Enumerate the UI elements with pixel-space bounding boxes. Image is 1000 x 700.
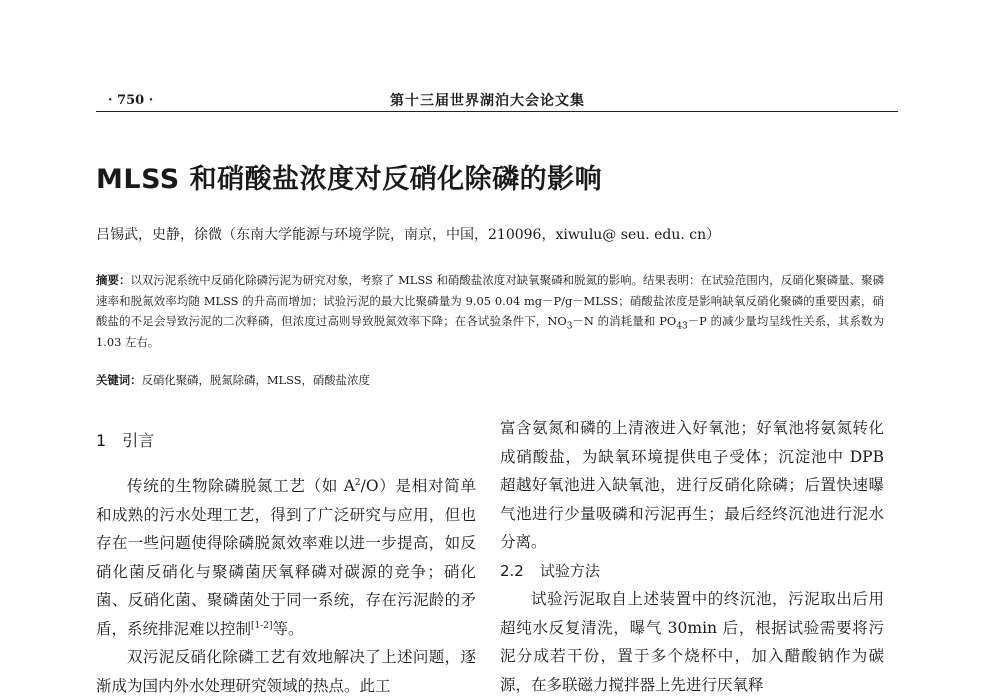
running-title: 第十三届世界湖泊大会论文集 — [390, 93, 585, 109]
intro-p1-sup-a: 2 — [354, 477, 361, 488]
keywords — [96, 372, 370, 388]
keywords-text: 反硝化聚磷，脱氮除磷，MLSS，硝酸盐浓度 — [141, 373, 370, 387]
section-1-heading — [96, 428, 154, 451]
intro-paragraph-1 — [96, 472, 476, 643]
abstract-text-3: －P 的减少量均呈线性关系，其系数为 1.03 左右。 — [96, 314, 884, 349]
abstract-no3-subscript: 3 — [566, 321, 573, 332]
subsection-2-2-number: 2.2 — [500, 561, 524, 580]
abstract — [96, 270, 884, 352]
left-column — [96, 472, 476, 700]
intro-p1-c: 等。 — [272, 619, 304, 638]
subsection-2-2-heading — [500, 557, 884, 586]
right-paragraph-continued: 富含氨氮和磷的上清液进入好氧池；好氧池将氨氮转化成硝酸盐，为缺氧环境提供电子受体；沉淀池中 DPB 超越好氧池进入缺氧池，进行反硝化除磷；后置快速曝气池进行少量吸磷和污泥再生；最后经终沉池进行泥水分离。 — [500, 419, 884, 551]
method-paragraph: 试验污泥取自上述装置中的终沉池，污泥取出后用超纯水反复清洗，曝气 30min 后，根据试验需要将污泥分成若干份，置于多个烧杯中，加入醋酸钠作为碳源，在多联磁力搅拌器上先进行厌氧释 — [500, 590, 884, 694]
keywords-label: 关键词： — [96, 373, 142, 387]
paper-title: MLSS 和硝酸盐浓度对反硝化除磷的影响 — [96, 164, 603, 195]
header-rule — [96, 111, 898, 112]
citation-1-2: [1-2] — [251, 620, 273, 631]
section-1-number: 1 — [96, 431, 107, 450]
paper-authors: 吕锡武，史静，徐微（东南大学能源与环境学院，南京，中国，210096，xiwulu@ seu. edu. cn） — [96, 227, 721, 243]
intro-p1-a: 传统的生物除磷脱氮工艺（如 A — [127, 477, 355, 495]
intro-p1-b: /O）是相对简单和成熟的污水处理工艺，得到了广泛研究与应用，但也存在一些问题使得除磷脱氮效率难以进一步提高，如反硝化菌反硝化与聚磷菌厌氧释磷对碳源的竞争；硝化菌、反硝化菌、聚磷菌处于同一系统，存在污泥龄的矛盾，系统排泥难以控制 — [96, 477, 476, 638]
abstract-label: 摘要： — [96, 273, 131, 287]
right-column — [500, 414, 884, 699]
page-number: · 750 · — [108, 93, 154, 108]
intro-paragraph-2: 双污泥反硝化除磷工艺有效地解决了上述问题，逐渐成为国内外水处理研究领域的热点。此工 — [96, 648, 476, 695]
abstract-po4-subscript: 43 — [676, 321, 688, 332]
abstract-text-1: 以双污泥系统中反硝化除磷污泥为研究对象，考察了 MLSS 和硝酸盐浓度对缺氧聚磷和脱氮的影响。结果表明：在试验范围内，反硝化聚磷量、聚磷速率和脱氮效率均随 MLSS 的升高而增加；试验污泥的最大比聚磷量为 9.05 0.04 mg－P/g－MLSS；硝酸盐浓度是影响缺氧反硝化聚磷的重要因素，硝酸盐的不足会导致污泥的二次释磷，但浓度过高则导致脱氮效率下降；在各试验条件下，NO — [96, 273, 884, 328]
section-1-title: 引言 — [122, 431, 155, 450]
abstract-text-2: －N 的消耗量和 PO — [572, 314, 677, 328]
subsection-2-2-title: 试验方法 — [539, 561, 600, 580]
